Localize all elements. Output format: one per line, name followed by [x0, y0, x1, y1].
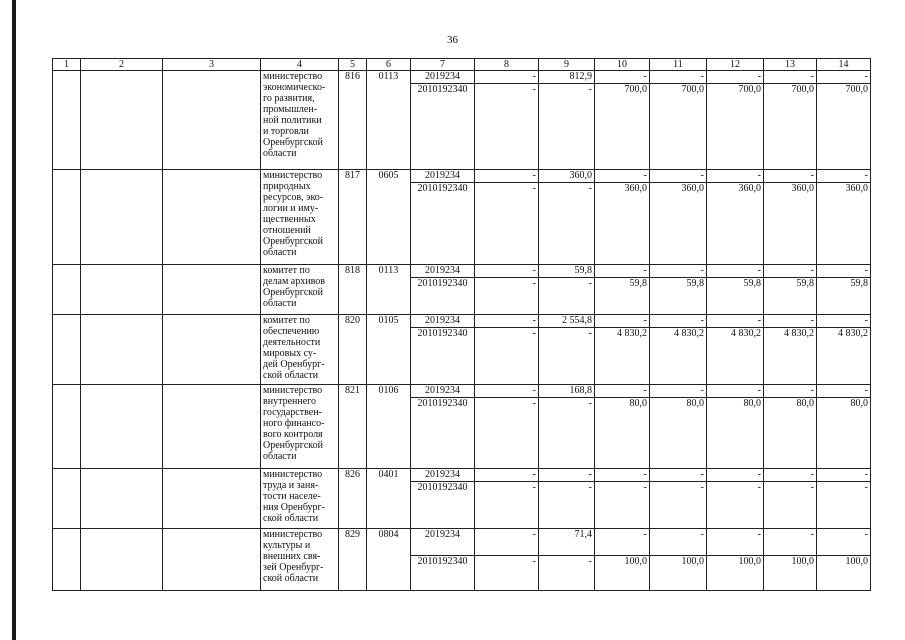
- column-header: 11: [650, 59, 707, 71]
- amount-cell: -: [539, 183, 595, 265]
- amount-cell: -: [650, 529, 707, 556]
- table-row: [53, 265, 871, 278]
- empty-cell: [53, 469, 81, 529]
- page-number: 36: [447, 34, 458, 46]
- amount-cell: -: [650, 482, 707, 529]
- amount-cell: -: [817, 529, 871, 556]
- amount-cell: 700,0: [595, 84, 650, 170]
- amount-cell: 4 830,2: [707, 328, 764, 385]
- empty-cell: [163, 71, 261, 170]
- organization-name-line: министерство: [263, 469, 323, 480]
- target-code: 2010192340: [411, 482, 475, 529]
- organization-name: [261, 315, 339, 385]
- organization-name-line: вого контроля: [263, 429, 323, 440]
- amount-cell: -: [817, 385, 871, 398]
- amount-cell: 80,0: [817, 398, 871, 469]
- amount-cell: 59,8: [650, 278, 707, 315]
- table-row: [53, 385, 871, 398]
- amount-cell: -: [764, 529, 817, 556]
- amount-cell: 4 830,2: [595, 328, 650, 385]
- amount-cell: -: [707, 315, 764, 328]
- amount-cell: -: [595, 170, 650, 183]
- amount-cell: -: [764, 315, 817, 328]
- organization-name-line: дей Оренбург-: [263, 359, 325, 370]
- amount-cell: -: [475, 315, 539, 328]
- amount-cell: -: [539, 398, 595, 469]
- organization-name-line: ской области: [263, 513, 319, 524]
- organization-name: [261, 385, 339, 469]
- amount-cell: 59,8: [707, 278, 764, 315]
- amount-cell: -: [595, 265, 650, 278]
- empty-cell: [163, 529, 261, 591]
- column-header: 14: [817, 59, 871, 71]
- department-code: 818: [339, 265, 367, 315]
- column-header: 1: [53, 59, 81, 71]
- empty-cell: [53, 385, 81, 469]
- empty-cell: [163, 265, 261, 315]
- amount-cell: 80,0: [650, 398, 707, 469]
- organization-name-line: министерство: [263, 529, 323, 540]
- amount-cell: -: [475, 71, 539, 84]
- organization-name-line: ской области: [263, 573, 319, 584]
- table-row: [53, 170, 871, 183]
- organization-name-line: го развития,: [263, 93, 315, 104]
- empty-cell: [163, 385, 261, 469]
- target-code: 2019234: [411, 265, 475, 278]
- organization-name-line: комитет по: [263, 265, 310, 276]
- amount-cell: -: [475, 398, 539, 469]
- organization-name-line: природных: [263, 181, 311, 192]
- target-code: 2019234: [411, 469, 475, 482]
- amount-cell: -: [475, 556, 539, 591]
- organization-name-line: министерство: [263, 170, 323, 181]
- amount-cell: -: [817, 482, 871, 529]
- amount-cell: 700,0: [764, 84, 817, 170]
- target-code: 2010192340: [411, 328, 475, 385]
- amount-cell: 80,0: [764, 398, 817, 469]
- organization-name-line: промышлен-: [263, 104, 318, 115]
- amount-cell: 2 554,8: [539, 315, 595, 328]
- amount-cell: 4 830,2: [764, 328, 817, 385]
- amount-cell: 700,0: [650, 84, 707, 170]
- organization-name-line: Оренбургской: [263, 236, 323, 247]
- amount-cell: 100,0: [707, 556, 764, 591]
- amount-cell: 71,4: [539, 529, 595, 556]
- empty-cell: [53, 265, 81, 315]
- organization-name-line: обеспечению: [263, 326, 320, 337]
- table-row: [53, 71, 871, 84]
- amount-cell: -: [764, 265, 817, 278]
- amount-cell: -: [650, 265, 707, 278]
- empty-cell: [81, 265, 163, 315]
- amount-cell: -: [650, 385, 707, 398]
- amount-cell: -: [595, 315, 650, 328]
- section-code: 0401: [367, 469, 411, 529]
- department-code: 829: [339, 529, 367, 591]
- amount-cell: -: [475, 265, 539, 278]
- amount-cell: -: [707, 265, 764, 278]
- amount-cell: 168,8: [539, 385, 595, 398]
- target-code: 2010192340: [411, 398, 475, 469]
- amount-cell: 360,0: [764, 183, 817, 265]
- organization-name-line: министерство: [263, 71, 323, 82]
- empty-cell: [81, 385, 163, 469]
- organization-name-line: экономическо-: [263, 82, 326, 93]
- amount-cell: -: [475, 84, 539, 170]
- amount-cell: 812,9: [539, 71, 595, 84]
- column-header: 6: [367, 59, 411, 71]
- amount-cell: -: [707, 482, 764, 529]
- amount-cell: -: [764, 482, 817, 529]
- amount-cell: -: [817, 315, 871, 328]
- amount-cell: 360,0: [707, 183, 764, 265]
- target-code: 2010192340: [411, 84, 475, 170]
- empty-cell: [163, 469, 261, 529]
- amount-cell: -: [817, 170, 871, 183]
- section-code: 0113: [367, 71, 411, 170]
- organization-name-line: ской области: [263, 370, 319, 381]
- amount-cell: -: [539, 328, 595, 385]
- section-code: 0113: [367, 265, 411, 315]
- amount-cell: -: [764, 385, 817, 398]
- organization-name-line: делам архивов: [263, 276, 325, 287]
- amount-cell: 100,0: [764, 556, 817, 591]
- empty-cell: [53, 71, 81, 170]
- organization-name: [261, 469, 339, 529]
- amount-cell: -: [817, 265, 871, 278]
- target-code: 2010192340: [411, 278, 475, 315]
- organization-name-line: Оренбургской: [263, 287, 323, 298]
- section-code: 0605: [367, 170, 411, 265]
- column-header: 5: [339, 59, 367, 71]
- column-header: 7: [411, 59, 475, 71]
- empty-cell: [163, 315, 261, 385]
- column-header: 4: [261, 59, 339, 71]
- amount-cell: -: [817, 469, 871, 482]
- empty-cell: [81, 529, 163, 591]
- organization-name-line: ной политики: [263, 115, 322, 126]
- department-code: 817: [339, 170, 367, 265]
- target-code: 2019234: [411, 71, 475, 84]
- organization-name-line: мировых су-: [263, 348, 317, 359]
- section-code: 0105: [367, 315, 411, 385]
- organization-name: [261, 170, 339, 265]
- binding-edge: [12, 0, 16, 640]
- organization-name-line: труда и заня-: [263, 480, 319, 491]
- amount-cell: 59,8: [817, 278, 871, 315]
- organization-name-line: государствен-: [263, 407, 322, 418]
- organization-name-line: внутреннего: [263, 396, 316, 407]
- column-header: 9: [539, 59, 595, 71]
- amount-cell: 4 830,2: [650, 328, 707, 385]
- column-header: 8: [475, 59, 539, 71]
- amount-cell: -: [595, 482, 650, 529]
- organization-name-line: зей Оренбург-: [263, 562, 324, 573]
- empty-cell: [81, 315, 163, 385]
- amount-cell: -: [595, 71, 650, 84]
- empty-cell: [81, 170, 163, 265]
- amount-cell: 100,0: [817, 556, 871, 591]
- organization-name-line: области: [263, 298, 297, 309]
- amount-cell: 59,8: [595, 278, 650, 315]
- section-code: 0804: [367, 529, 411, 591]
- amount-cell: -: [475, 278, 539, 315]
- column-header: 3: [163, 59, 261, 71]
- column-header: 10: [595, 59, 650, 71]
- organization-name: [261, 265, 339, 315]
- amount-cell: -: [650, 469, 707, 482]
- amount-cell: -: [475, 385, 539, 398]
- amount-cell: 4 830,2: [817, 328, 871, 385]
- amount-cell: -: [595, 529, 650, 556]
- organization-name-line: логии и иму-: [263, 203, 319, 214]
- organization-name-line: деятельности: [263, 337, 321, 348]
- table-body: [53, 59, 871, 591]
- amount-cell: -: [650, 170, 707, 183]
- amount-cell: -: [650, 315, 707, 328]
- empty-cell: [81, 469, 163, 529]
- department-code: 816: [339, 71, 367, 170]
- organization-name-line: области: [263, 148, 297, 159]
- amount-cell: 700,0: [707, 84, 764, 170]
- organization-name-line: области: [263, 451, 297, 462]
- amount-cell: -: [764, 170, 817, 183]
- amount-cell: -: [764, 71, 817, 84]
- amount-cell: -: [475, 529, 539, 556]
- department-code: 820: [339, 315, 367, 385]
- amount-cell: 100,0: [595, 556, 650, 591]
- organization-name-line: тости населе-: [263, 491, 321, 502]
- column-header: 2: [81, 59, 163, 71]
- department-code: 821: [339, 385, 367, 469]
- amount-cell: 100,0: [650, 556, 707, 591]
- amount-cell: -: [817, 71, 871, 84]
- amount-cell: -: [475, 469, 539, 482]
- empty-cell: [163, 170, 261, 265]
- amount-cell: -: [707, 385, 764, 398]
- organization-name-line: министерство: [263, 385, 323, 396]
- amount-cell: 360,0: [650, 183, 707, 265]
- department-code: 826: [339, 469, 367, 529]
- organization-name-line: щественных: [263, 214, 316, 225]
- amount-cell: -: [539, 278, 595, 315]
- table-row: [53, 469, 871, 482]
- amount-cell: 360,0: [817, 183, 871, 265]
- empty-cell: [53, 170, 81, 265]
- table-row: [53, 529, 871, 556]
- organization-name-line: Оренбургской: [263, 137, 323, 148]
- organization-name-line: ресурсов, эко-: [263, 192, 324, 203]
- target-code: 2010192340: [411, 556, 475, 591]
- amount-cell: 80,0: [707, 398, 764, 469]
- amount-cell: -: [764, 469, 817, 482]
- amount-cell: 80,0: [595, 398, 650, 469]
- target-code: 2019234: [411, 529, 475, 556]
- table-row: [53, 315, 871, 328]
- organization-name-line: комитет по: [263, 315, 310, 326]
- organization-name: [261, 71, 339, 170]
- amount-cell: 700,0: [817, 84, 871, 170]
- organization-name-line: области: [263, 247, 297, 258]
- target-code: 2019234: [411, 315, 475, 328]
- organization-name-line: ния Оренбург-: [263, 502, 325, 513]
- organization-name-line: Оренбургской: [263, 440, 323, 451]
- target-code: 2019234: [411, 385, 475, 398]
- amount-cell: 360,0: [539, 170, 595, 183]
- column-header: 12: [707, 59, 764, 71]
- amount-cell: -: [595, 469, 650, 482]
- amount-cell: -: [707, 469, 764, 482]
- amount-cell: -: [539, 469, 595, 482]
- amount-cell: 59,8: [764, 278, 817, 315]
- amount-cell: -: [539, 556, 595, 591]
- header-row: [53, 59, 871, 71]
- target-code: 2010192340: [411, 183, 475, 265]
- target-code: 2019234: [411, 170, 475, 183]
- amount-cell: 360,0: [595, 183, 650, 265]
- budget-table: [52, 58, 871, 591]
- amount-cell: 59,8: [539, 265, 595, 278]
- amount-cell: -: [707, 71, 764, 84]
- organization-name-line: культуры и: [263, 540, 311, 551]
- amount-cell: -: [650, 71, 707, 84]
- organization-name-line: внешних свя-: [263, 551, 321, 562]
- amount-cell: -: [475, 482, 539, 529]
- empty-cell: [53, 315, 81, 385]
- column-header: 13: [764, 59, 817, 71]
- organization-name-line: ного финансо-: [263, 418, 325, 429]
- amount-cell: -: [595, 385, 650, 398]
- amount-cell: -: [707, 170, 764, 183]
- amount-cell: -: [539, 482, 595, 529]
- organization-name-line: и торговли: [263, 126, 309, 137]
- empty-cell: [81, 71, 163, 170]
- amount-cell: -: [707, 529, 764, 556]
- organization-name: [261, 529, 339, 591]
- amount-cell: -: [475, 170, 539, 183]
- organization-name-line: отношений: [263, 225, 311, 236]
- empty-cell: [53, 529, 81, 591]
- amount-cell: -: [475, 183, 539, 265]
- amount-cell: -: [539, 84, 595, 170]
- amount-cell: -: [475, 328, 539, 385]
- section-code: 0106: [367, 385, 411, 469]
